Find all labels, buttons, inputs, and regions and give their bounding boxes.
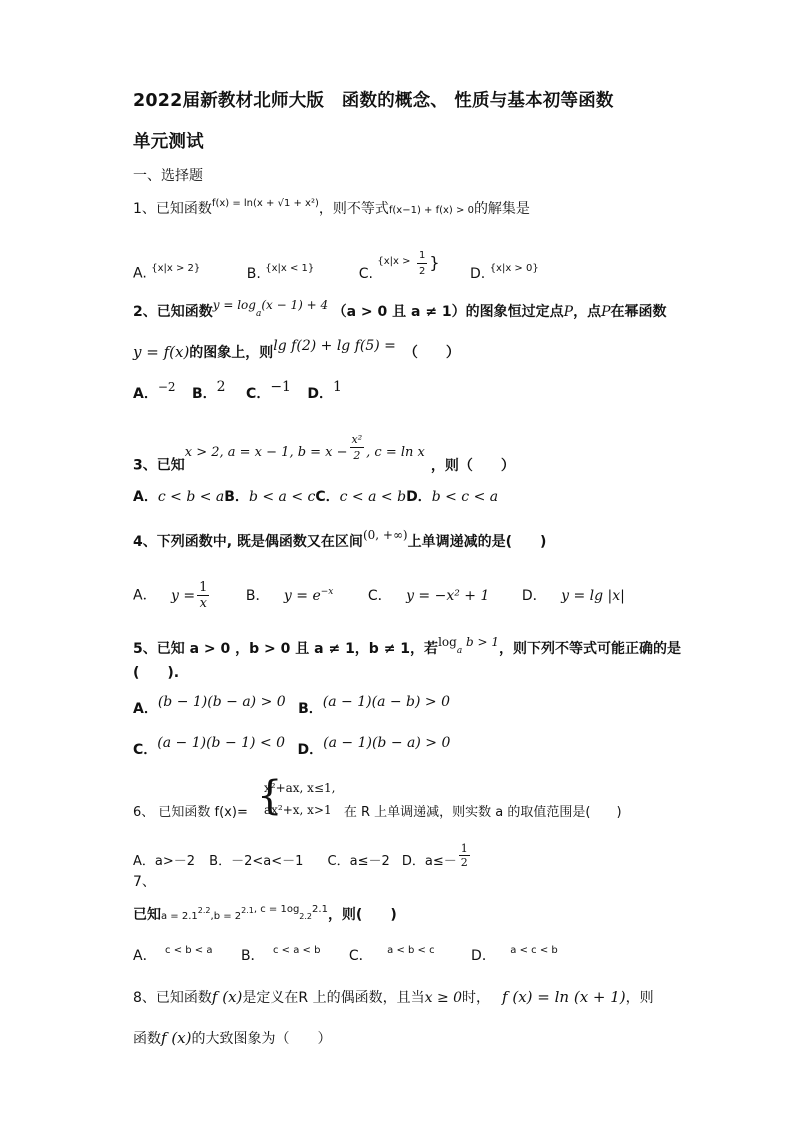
- q5-option-b: (a − 1)(a − b) > 0: [322, 694, 451, 710]
- q5-option-a: (b − 1)(b − a) > 0: [157, 694, 286, 710]
- q8-line2: [133, 1029, 331, 1048]
- q8-f-2: f (x): [161, 1029, 192, 1047]
- question-1: [133, 200, 530, 220]
- q1-options: [133, 250, 539, 289]
- q2-options: [133, 379, 342, 403]
- q1-option-c-brace: }: [429, 252, 440, 272]
- q6-frac-den: 2: [460, 856, 468, 869]
- q4-option-a: y =: [171, 587, 196, 604]
- q3-frac-num: x²: [351, 433, 363, 446]
- q5-log-rest: b > 1: [462, 635, 500, 649]
- q2-mid: ，点: [573, 304, 602, 320]
- q2-subscript: a: [255, 309, 262, 319]
- q1-option-a-label: A.: [133, 265, 147, 282]
- q4-option-a-label: A．: [133, 587, 157, 604]
- q7-option-c: a < b < c: [387, 945, 435, 956]
- q1-frac-num: 1: [417, 248, 427, 264]
- q8-f: f (x): [211, 988, 243, 1006]
- q5-option-b-label: B．: [298, 701, 323, 717]
- document-title: 2022届新教材北师大版 函数的概念、 性质与基本初等函数: [133, 91, 614, 111]
- q3-option-b: b < a < c: [248, 489, 316, 505]
- q7-option-d: a < c < b: [510, 945, 558, 956]
- q6-prefix: 6、 已知函数 f(x)=: [133, 805, 248, 820]
- q7-options: [133, 947, 558, 967]
- q7-prefix: 已知: [133, 907, 161, 923]
- q1-option-c: {x|x >: [377, 255, 411, 267]
- q3-condition-c: , c = ln x: [366, 444, 425, 460]
- q8-prefix: 8、已知函数: [133, 990, 212, 1006]
- q5-text: 5、已知 a > 0 ，b > 0 且 a ≠ 1，b ≠ 1，若: [133, 641, 439, 657]
- q4-option-a-fraction: [197, 580, 209, 611]
- q1-option-c-fraction: [417, 248, 427, 279]
- q5-log: log: [438, 635, 457, 649]
- q6-option-a: A．a>－2: [133, 854, 196, 869]
- q2-expression: lg f(2) + lg f(5) =: [273, 338, 396, 354]
- q7-b-value: ,b = 2: [210, 911, 242, 922]
- q7-c-arg: 2.1: [312, 904, 328, 915]
- q1-option-d-label: D.: [470, 265, 486, 282]
- q2-power-function: y = f(x): [133, 343, 190, 361]
- question-5: [133, 635, 682, 660]
- q7-c-value: , c = 1og: [253, 904, 300, 915]
- question-4: [133, 528, 547, 551]
- q2-option-c: −1: [270, 379, 291, 395]
- q2-point: P: [563, 304, 574, 320]
- q5-paren: ( ).: [133, 665, 180, 681]
- q8-then: ，则: [625, 990, 654, 1006]
- q4-suffix: 上单调递减的是( ): [407, 534, 547, 550]
- q2-point-2: P: [601, 304, 611, 320]
- q7-b-exp: 2.1: [241, 906, 254, 915]
- q3-suffix: ，则（ ）: [430, 457, 515, 474]
- q8-line2-prefix: 函数: [133, 1031, 161, 1047]
- q2-paren: （ ）: [403, 345, 460, 361]
- q4-option-c-label: C．: [367, 587, 392, 604]
- q5-option-d: (a − 1)(b − a) > 0: [323, 735, 451, 751]
- q7-a-value: a = 2.1: [161, 911, 198, 922]
- q3-frac-den: 2: [353, 449, 361, 462]
- q3-prefix: 3、已知: [133, 457, 185, 474]
- q8-line2-suffix: 的大致图象为（ ）: [191, 1031, 332, 1047]
- q6-brace: {: [257, 773, 283, 819]
- question-8: [133, 988, 654, 1007]
- q2-option-d: 1: [333, 379, 342, 395]
- question-6: [133, 804, 622, 822]
- q1-option-b: {x|x < 1}: [265, 262, 315, 274]
- q2-function-rest: (x − 1) + 4: [261, 298, 329, 312]
- document-title-line2: 单元测试: [133, 132, 204, 152]
- q7-a-exp: 2.2: [197, 906, 211, 915]
- q5-option-c-label: C．: [133, 742, 158, 758]
- q3-options: [133, 488, 498, 506]
- q4-interval: (0, +∞): [362, 528, 408, 542]
- q5-options-row1: [133, 694, 451, 718]
- q6-case-1: x²+ax, x≤1,: [264, 781, 336, 795]
- q1-mid: ，则不等式: [318, 201, 389, 217]
- q3-option-c: c < a < b: [339, 489, 407, 505]
- q5-option-d-label: D．: [297, 742, 324, 758]
- q2-option-a-label: A．: [133, 386, 158, 402]
- question-2: [133, 298, 667, 323]
- q8-condition: x ≥ 0: [424, 990, 463, 1006]
- q2-end: 在幂函数: [610, 304, 667, 320]
- q3-option-d-label: D．: [406, 489, 432, 505]
- q2-option-b: 2: [216, 379, 226, 395]
- q3-option-a-label: A．: [133, 489, 158, 505]
- q7-option-a: c < b < a: [165, 945, 213, 956]
- q6-case-2: ax²+x, x>1: [264, 803, 332, 817]
- q4-options: [133, 580, 625, 611]
- q7-option-c-label: C．: [348, 948, 373, 964]
- q8-text: 是定义在R 上的偶函数，且当: [242, 990, 425, 1006]
- q1-frac-den: 2: [418, 266, 426, 277]
- q1-function: f(x) = ln(x + √1 + x²): [211, 198, 319, 209]
- q2-option-b-label: B．: [192, 386, 217, 402]
- q3-fraction: [350, 432, 365, 463]
- q1-prefix: 1、已知函数: [133, 201, 212, 217]
- q2-function: y = log: [212, 298, 256, 312]
- q7-option-b: c < a < b: [273, 945, 321, 956]
- q7-option-a-label: A．: [133, 948, 157, 964]
- q4-option-d-label: D．: [521, 587, 547, 604]
- q7-c-base: 2.2: [299, 912, 313, 921]
- q2-line2-text: 的图象上，则: [189, 345, 274, 361]
- q4-option-d: y = lg |x|: [561, 587, 625, 604]
- q3-condition: x > 2, a = x − 1, b = x −: [184, 444, 348, 460]
- q8-when: 时，: [462, 990, 491, 1006]
- q8-formula: f (x) = ln (x + 1): [502, 988, 626, 1006]
- q1-suffix: 的解集是: [473, 201, 530, 217]
- q3-option-c-label: C．: [315, 489, 340, 505]
- q2-line2: [133, 338, 460, 362]
- q5-log-base: a: [456, 646, 463, 656]
- q4-option-b-exp: −x: [320, 586, 334, 597]
- q2-condition: （a > 0 且 a ≠ 1）的图象恒过定点: [332, 304, 564, 320]
- q5-options-row2: [133, 735, 451, 759]
- q7-option-b-label: B．: [240, 948, 265, 964]
- question-7: [133, 906, 397, 926]
- q6-option-d-fraction: [459, 842, 470, 869]
- q1-option-a: {x|x > 2}: [151, 262, 201, 274]
- section-heading: 一、选择题: [133, 168, 203, 184]
- q4-prefix: 4、下列函数中, 既是偶函数又在区间: [133, 534, 363, 550]
- q6-option-c: C．a≤－2: [327, 854, 390, 869]
- q5-suffix: ，则下列不等式可能正确的是: [499, 641, 682, 657]
- q3-option-a: c < b < a: [157, 489, 225, 505]
- question-3: [133, 433, 515, 481]
- q4-frac-den: x: [199, 596, 207, 611]
- q2-option-d-label: D．: [307, 386, 334, 402]
- q5-option-a-label: A．: [133, 701, 158, 717]
- q7-option-d-label: D．: [471, 948, 496, 964]
- q6-option-d: D．a≤－: [401, 854, 457, 869]
- q1-option-c-label: C.: [358, 265, 373, 282]
- q4-option-b-label: B．: [245, 587, 270, 604]
- q4-option-b: y = e: [283, 587, 321, 604]
- q2-option-c-label: C．: [246, 386, 271, 402]
- q6-frac-num: 1: [460, 842, 468, 855]
- q3-option-b-label: B．: [224, 489, 249, 505]
- q1-inequality: f(x−1) + f(x) > 0: [388, 205, 474, 216]
- q1-option-d: {x|x > 0}: [489, 262, 539, 274]
- q4-frac-num: 1: [199, 580, 208, 595]
- q4-option-c: y = −x² + 1: [406, 587, 490, 604]
- q7-suffix: ，则( ): [327, 907, 397, 923]
- q7-number: 7、: [133, 874, 156, 890]
- q1-option-b-label: B.: [246, 265, 261, 282]
- q2-option-a: −2: [157, 380, 176, 394]
- q6-options: [133, 842, 472, 875]
- q3-option-d: b < c < a: [431, 489, 499, 505]
- q6-suffix: 在 R 上单调递减，则实数 a 的取值范围是( ): [343, 805, 622, 820]
- q5-option-c: (a − 1)(b − 1) < 0: [157, 735, 286, 751]
- q2-prefix: 2、已知函数: [133, 304, 213, 320]
- q6-option-b: B．－2<a<－1: [209, 854, 304, 869]
